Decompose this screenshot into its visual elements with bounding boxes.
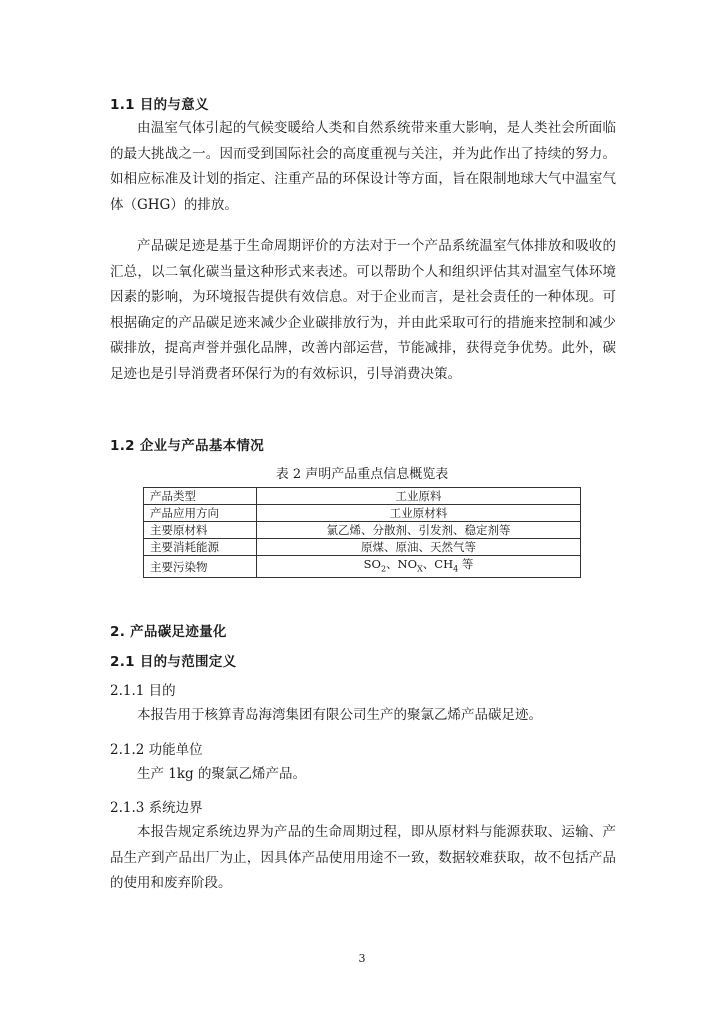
table-row xyxy=(144,488,581,505)
table-key: 主要污染物 xyxy=(144,556,257,578)
table-row xyxy=(144,522,581,539)
table-value-pollutants: $SO_2$、$NO_X$、$CH_4$ 等 xyxy=(257,556,581,578)
paragraph-1-1-a: 由温室气体引起的气候变暖给人类和自然系统带来重大影响，是人类社会所面临的最大挑战之一。因而受到国际社会的高度重视与关注，并为此作出了持续的努力。如相应标准及计划的指定、注重产品的环保设计等方面，旨在限制地球大气中温室气体（GHG）的排放。 xyxy=(110,120,616,213)
table-caption: 表 2 声明产品重点信息概览表 xyxy=(275,467,449,482)
table-row xyxy=(144,539,581,556)
table-row xyxy=(144,556,581,578)
table-value: 工业原材料 xyxy=(257,505,581,522)
table-value: 氯乙烯、分散剂、引发剂、稳定剂等 xyxy=(257,522,581,539)
table-value: 工业原料 xyxy=(257,488,581,505)
table-value: 原煤、原油、天然气等 xyxy=(257,539,581,556)
table-row xyxy=(144,505,581,522)
heading-1-1: 1.1 目的与意义 xyxy=(110,97,209,113)
paragraph-1-1-b: 产品碳足迹是基于生命周期评价的方法对于一个产品系统温室气体排放和吸收的汇总，以二氧化碳当量这种形式来表述。可以帮助个人和组织评估其对温室气体环境因素的影响，为环境报告提供有效信息。对于企业而言，是社会责任的一种体现。可根据确定的产品碳足迹来减少企业碳排放行为，并由此采取可行的措施来控制和减少碳排放，提高声誉并强化品牌，改善内部运营，节能减排，获得竞争优势。此外，碳足迹也是引导消费者环保行为的有效标识，引导消费决策。 xyxy=(110,238,616,382)
table-key: 主要原材料 xyxy=(144,522,257,539)
table-key: 产品类型 xyxy=(144,488,257,505)
heading-2-1-2: 2.1.2 功能单位 xyxy=(110,742,203,758)
heading-2-1-3: 2.1.3 系统边界 xyxy=(110,800,203,816)
heading-2-1-1: 2.1.1 目的 xyxy=(110,683,176,699)
page-number: 3 xyxy=(358,952,366,965)
paragraph-2-1-1: 本报告用于核算青岛海湾集团有限公司生产的聚氯乙烯产品碳足迹。 xyxy=(137,707,542,723)
heading-2: 2. 产品碳足迹量化 xyxy=(110,624,227,640)
heading-1-2: 1.2 企业与产品基本情况 xyxy=(110,438,265,454)
paragraph-2-1-3: 本报告规定系统边界为产品的生命周期过程，即从原材料与能源获取、运输、产品生产到产品出厂为止，因具体产品使用用途不一致，数据较难获取，故不包括产品的使用和废弃阶段。 xyxy=(110,824,616,892)
heading-2-1: 2.1 目的与范围定义 xyxy=(110,654,237,670)
paragraph-2-1-2: 生产 1kg 的聚氯乙烯产品。 xyxy=(137,766,306,782)
product-info-table xyxy=(143,487,581,578)
table-key: 产品应用方向 xyxy=(144,505,257,522)
table-key: 主要消耗能源 xyxy=(144,539,257,556)
